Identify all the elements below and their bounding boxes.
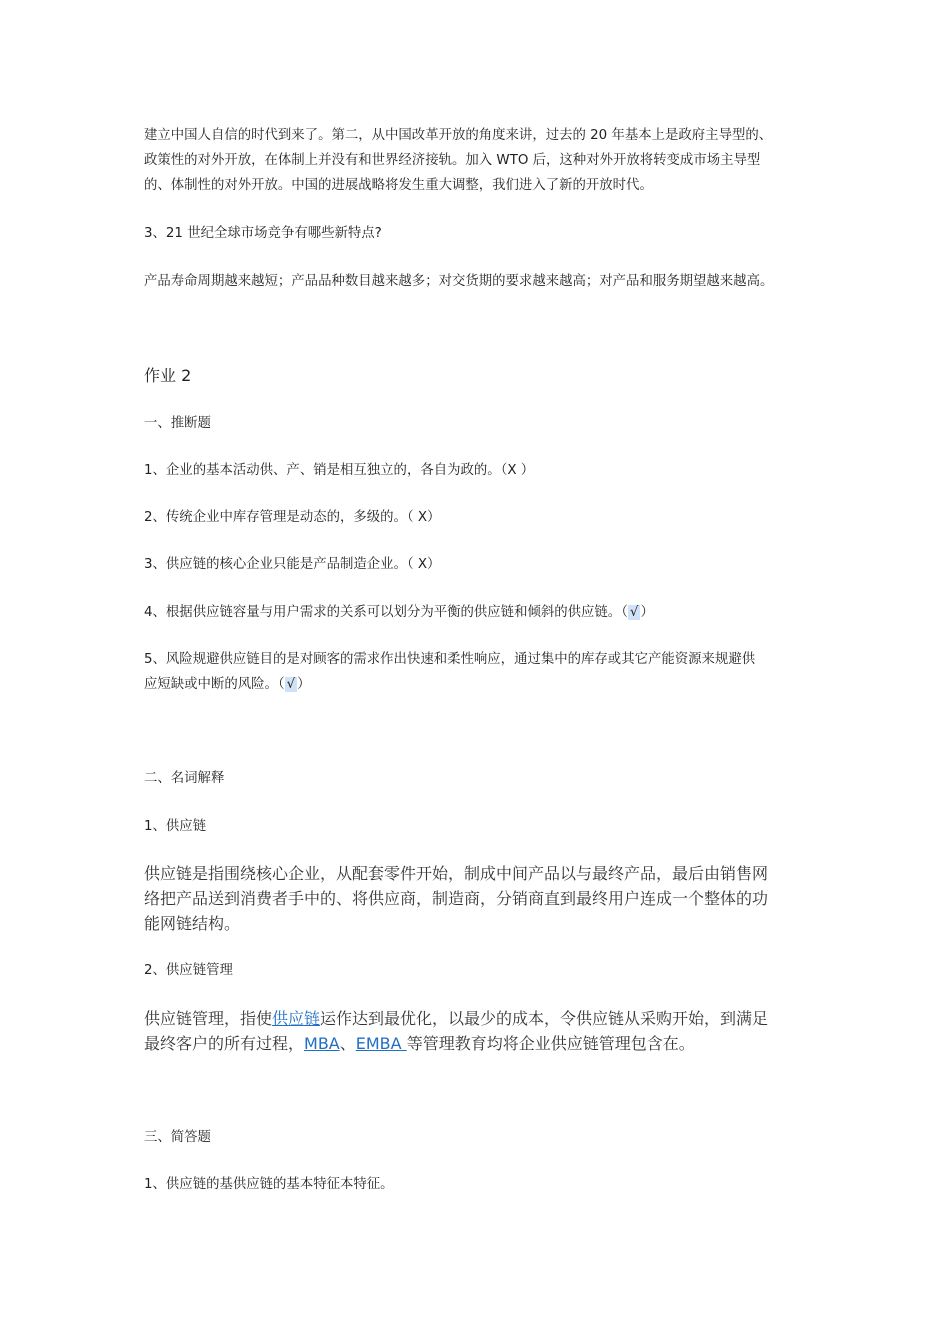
term-2-definition <box>144 1006 824 1056</box>
checkmark-answer: √ <box>629 605 639 620</box>
term-2-text: 最终客户的所有过程， <box>144 1034 305 1053</box>
mba-link[interactable]: MBA <box>304 1034 340 1053</box>
judgement-item-5 <box>144 647 824 697</box>
question-3: 3、21 世纪全球市场竞争有哪些新特点? <box>144 226 382 241</box>
short-answer-question-1: 1、供应链的基供应链的基本特征本特征。 <box>144 1177 394 1192</box>
section-1-heading: 一、推断题 <box>144 416 211 431</box>
term-2-text: 运作达到最优化，以最少的成本，令供应链从采购开始，到满足 <box>320 1009 769 1028</box>
term-2-line-2 <box>144 1031 824 1056</box>
judgement-item-3: 3、供应链的核心企业只能是产品制造企业。（ X） <box>144 557 441 572</box>
term-1-line-1: 供应链是指围绕核心企业，从配套零件开始，制成中间产品以与最终产品，最后由销售网 <box>144 864 769 883</box>
term-1-line-2: 络把产品送到消费者手中的、将供应商，制造商，分销商直到最终用户连成一个整体的功 <box>144 889 769 908</box>
intro-line-2: 政策性的对外开放，在体制上并没有和世界经济接轨。加入 WTO 后，这种对外开放将转变成市场主导型 <box>144 153 761 168</box>
intro-paragraph <box>144 123 824 198</box>
intro-line-3: 的、体制性的对外开放。中国的进展战略将发生重大调整，我们进入了新的开放时代。 <box>144 178 653 193</box>
homework-title: 作业 2 <box>144 366 192 385</box>
answer-3: 产品寿命周期越来越短；产品品种数目越来越多；对交货期的要求越来越高；对产品和服务期望越来越高。 <box>144 274 774 289</box>
checkmark-answer: √ <box>286 677 296 692</box>
term-2-line-1 <box>144 1006 824 1031</box>
separator: 、 <box>339 1034 356 1053</box>
section-2-heading: 二、名词解释 <box>144 771 225 786</box>
judgement-item-4-text: 4、根据供应链容量与用户需求的关系可以划分为平衡的供应链和倾斜的供应链。（ <box>144 605 628 620</box>
judgement-item-5-line-1: 5、风险规避供应链目的是对顾客的需求作出快速和柔性响应，通过集中的库存或其它产能资源来规避供 <box>144 652 756 667</box>
paren-close: ） <box>297 677 311 692</box>
judgement-item-4 <box>144 600 824 625</box>
supply-chain-link[interactable]: 供应链 <box>272 1009 321 1028</box>
paren-close: ） <box>640 605 654 620</box>
judgement-item-5-text: 应短缺或中断的风险。（ <box>144 677 285 692</box>
emba-link[interactable]: EMBA <box>355 1034 407 1053</box>
judgement-item-2: 2、传统企业中库存管理是动态的，多级的。（ X） <box>144 510 441 525</box>
term-2-label: 2、供应链管理 <box>144 963 233 978</box>
judgement-item-1: 1、企业的基本活动供、产、销是相互独立的，各自为政的。（X ） <box>144 463 535 478</box>
term-1-definition <box>144 861 824 936</box>
term-2-text: 等管理教育均将企业供应链管理包含在。 <box>406 1034 695 1053</box>
intro-line-1: 建立中国人自信的时代到来了。第二，从中国改革开放的角度来讲，过去的 20 年基本上是政府主导型的、 <box>144 128 773 143</box>
term-1-label: 1、供应链 <box>144 819 207 834</box>
term-1-line-3: 能网链结构。 <box>144 914 241 933</box>
section-3-heading: 三、简答题 <box>144 1130 211 1145</box>
term-2-text: 供应链管理，指使 <box>144 1009 273 1028</box>
judgement-item-5-line-2 <box>144 672 824 697</box>
